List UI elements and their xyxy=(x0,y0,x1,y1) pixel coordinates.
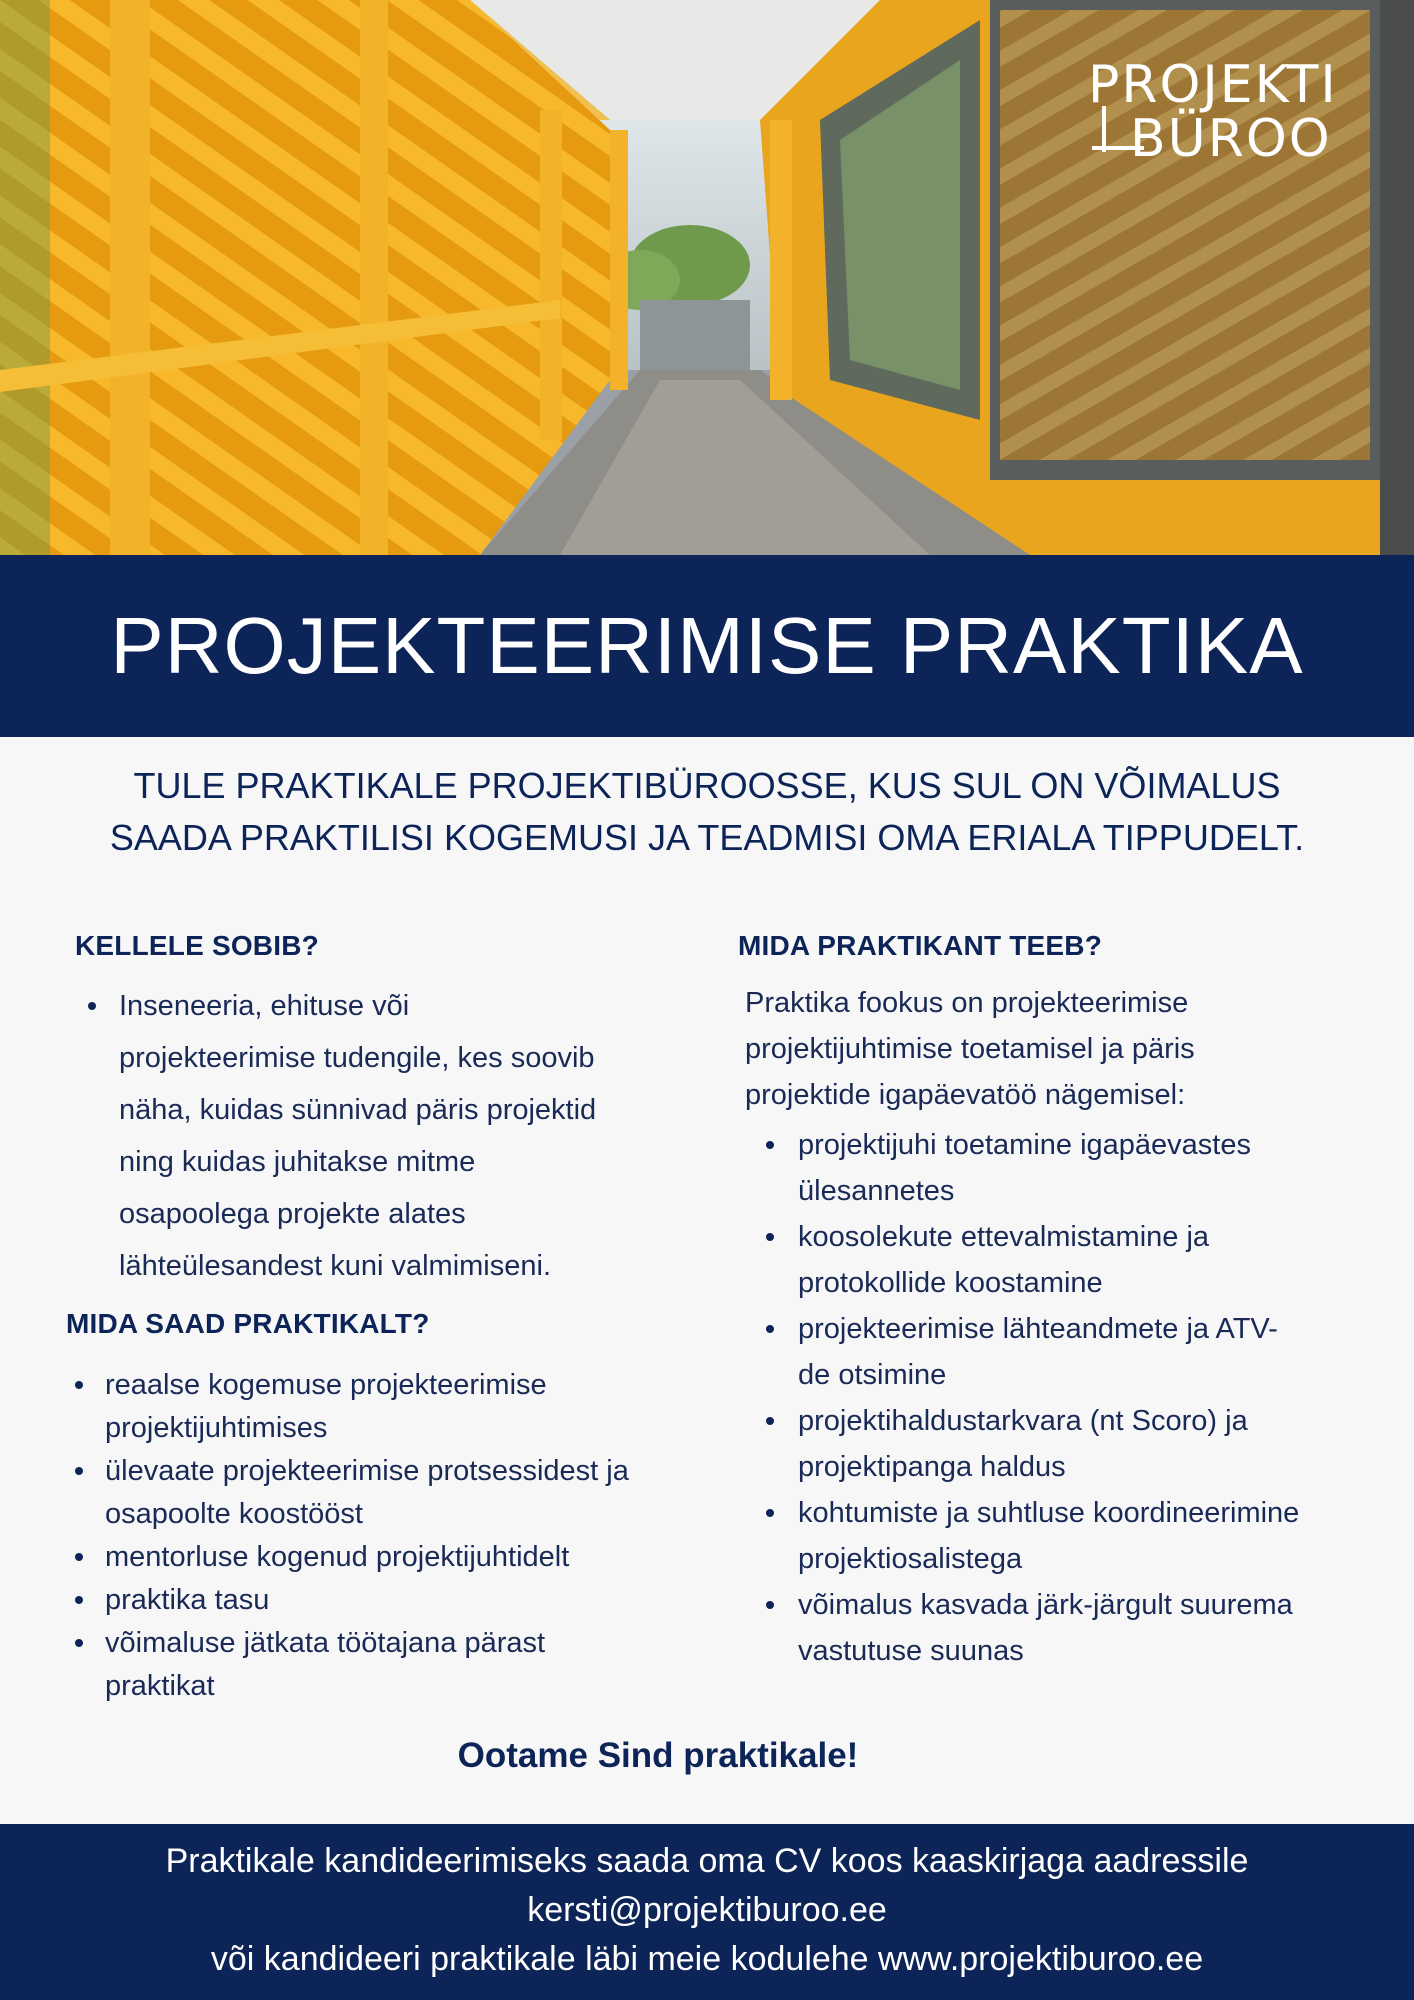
who-list-item xyxy=(66,980,686,1292)
contact-email: kersti@projektiburoo.ee xyxy=(527,1891,887,1929)
tasks-item-line: projektihaldustarkvara (nt Scoro) ja xyxy=(798,1405,1248,1437)
who-line: näha, kuidas sünnivad päris projektid xyxy=(119,1094,597,1126)
tasks-intro-line: Praktika fookus on projekteerimise xyxy=(745,987,1189,1019)
tasks-intro xyxy=(745,980,1305,1118)
bullet-icon xyxy=(88,1002,96,1010)
bullet-icon xyxy=(766,1601,774,1609)
company-logo xyxy=(1088,55,1348,169)
gains-item-line: mentorluse kogenud projektijuhtidelt xyxy=(105,1541,570,1573)
bullet-icon xyxy=(766,1233,774,1241)
call-to-action: Ootame Sind praktikale! xyxy=(457,1736,859,1775)
tasks-item xyxy=(738,1582,1378,1674)
gains-item-line: projektijuhtimises xyxy=(105,1412,328,1444)
tasks-item-line: protokollide koostamine xyxy=(798,1267,1103,1299)
gains-item xyxy=(66,1579,716,1622)
page-title: PROJEKTEERIMISE PRAKTIKA xyxy=(110,601,1304,690)
logo-line-1: PROJEKTI xyxy=(1088,55,1338,115)
gains-item xyxy=(66,1450,716,1536)
gains-item-line: praktikat xyxy=(105,1670,215,1702)
intro-line-1: TULE PRAKTIKALE PROJEKTIBÜROOSSE, KUS SUL ON VÕIMALUS xyxy=(133,765,1281,806)
bullet-icon xyxy=(766,1509,774,1517)
bullet-icon xyxy=(766,1141,774,1149)
tasks-item-line: projektijuhi toetamine igapäevastes xyxy=(798,1129,1251,1161)
tasks-item-line: koosolekute ettevalmistamine ja xyxy=(798,1221,1210,1253)
tasks-item-line: projektipanga haldus xyxy=(798,1451,1066,1483)
tasks-item-line: projekteerimise lähteandmete ja ATV- xyxy=(798,1313,1278,1345)
logo-mark-icon xyxy=(1092,104,1146,154)
gains-item xyxy=(66,1536,716,1579)
gains-item xyxy=(66,1364,716,1450)
hero-photo xyxy=(0,0,1414,555)
tasks-item xyxy=(738,1306,1378,1398)
bullet-icon xyxy=(75,1467,83,1475)
bullet-icon xyxy=(766,1325,774,1333)
tasks-item xyxy=(738,1398,1378,1490)
gains-item-line: osapoolte koostööst xyxy=(105,1498,363,1530)
gains-heading: MIDA SAAD PRAKTIKALT? xyxy=(66,1308,430,1339)
tasks-item xyxy=(738,1122,1378,1214)
tasks-item-line: võimalus kasvada järk-järgult suurema xyxy=(798,1589,1293,1621)
intro-line-2: SAADA PRAKTILISI KOGEMUSI JA TEADMISI OMA ERIALA TIPPUDELT. xyxy=(109,817,1305,858)
who-line: osapoolega projekte alates xyxy=(119,1198,466,1230)
who-line: projekteerimise tudengile, kes soovib xyxy=(119,1042,595,1074)
tasks-item xyxy=(738,1214,1378,1306)
gains-item-line: reaalse kogemuse projekteerimise xyxy=(105,1369,547,1401)
tasks-item-line: kohtumiste ja suhtluse koordineerimine xyxy=(798,1497,1300,1529)
title-band xyxy=(0,555,1414,737)
logo-line-2: BÜROO xyxy=(1130,109,1332,169)
tasks-item xyxy=(738,1490,1378,1582)
bullet-icon xyxy=(75,1381,83,1389)
tasks-intro-line: projektijuhtimise toetamisel ja päris xyxy=(745,1033,1195,1065)
tasks-item-line: de otsimine xyxy=(798,1359,947,1391)
who-heading: KELLELE SOBIB? xyxy=(75,930,319,961)
gains-list xyxy=(66,1364,716,1708)
footer-contact xyxy=(0,1824,1414,2000)
footer-line-3: või kandideeri praktikale läbi meie kodulehe www.projektiburoo.ee xyxy=(210,1940,1204,1978)
tasks-list xyxy=(738,1122,1378,1674)
who-line: ning kuidas juhitakse mitme xyxy=(119,1146,476,1178)
who-list xyxy=(66,980,686,1292)
bullet-icon xyxy=(75,1639,83,1647)
tasks-intro-line: projektide igapäevatöö nägemisel: xyxy=(745,1079,1186,1111)
gains-item-line: ülevaate projekteerimise protsessidest ja xyxy=(105,1455,629,1487)
who-line: lähteülesandest kuni valmimiseni. xyxy=(119,1250,551,1282)
tasks-item-line: projektiosalistega xyxy=(798,1543,1023,1575)
gains-item-line: võimaluse jätkata töötajana pärast xyxy=(105,1627,546,1659)
tasks-item-line: vastutuse suunas xyxy=(798,1635,1024,1667)
who-line: Inseneeria, ehituse või xyxy=(119,990,410,1022)
bullet-icon xyxy=(766,1417,774,1425)
tasks-item-line: ülesannetes xyxy=(798,1175,955,1207)
intro-text xyxy=(0,760,1414,864)
tasks-heading: MIDA PRAKTIKANT TEEB? xyxy=(738,930,1103,961)
bullet-icon xyxy=(75,1596,83,1604)
footer-line-1: Praktikale kandideerimiseks saada oma CV koos kaaskirjaga aadressile xyxy=(165,1842,1249,1880)
gains-item xyxy=(66,1622,716,1708)
bullet-icon xyxy=(75,1553,83,1561)
gains-item-line: praktika tasu xyxy=(105,1584,270,1616)
